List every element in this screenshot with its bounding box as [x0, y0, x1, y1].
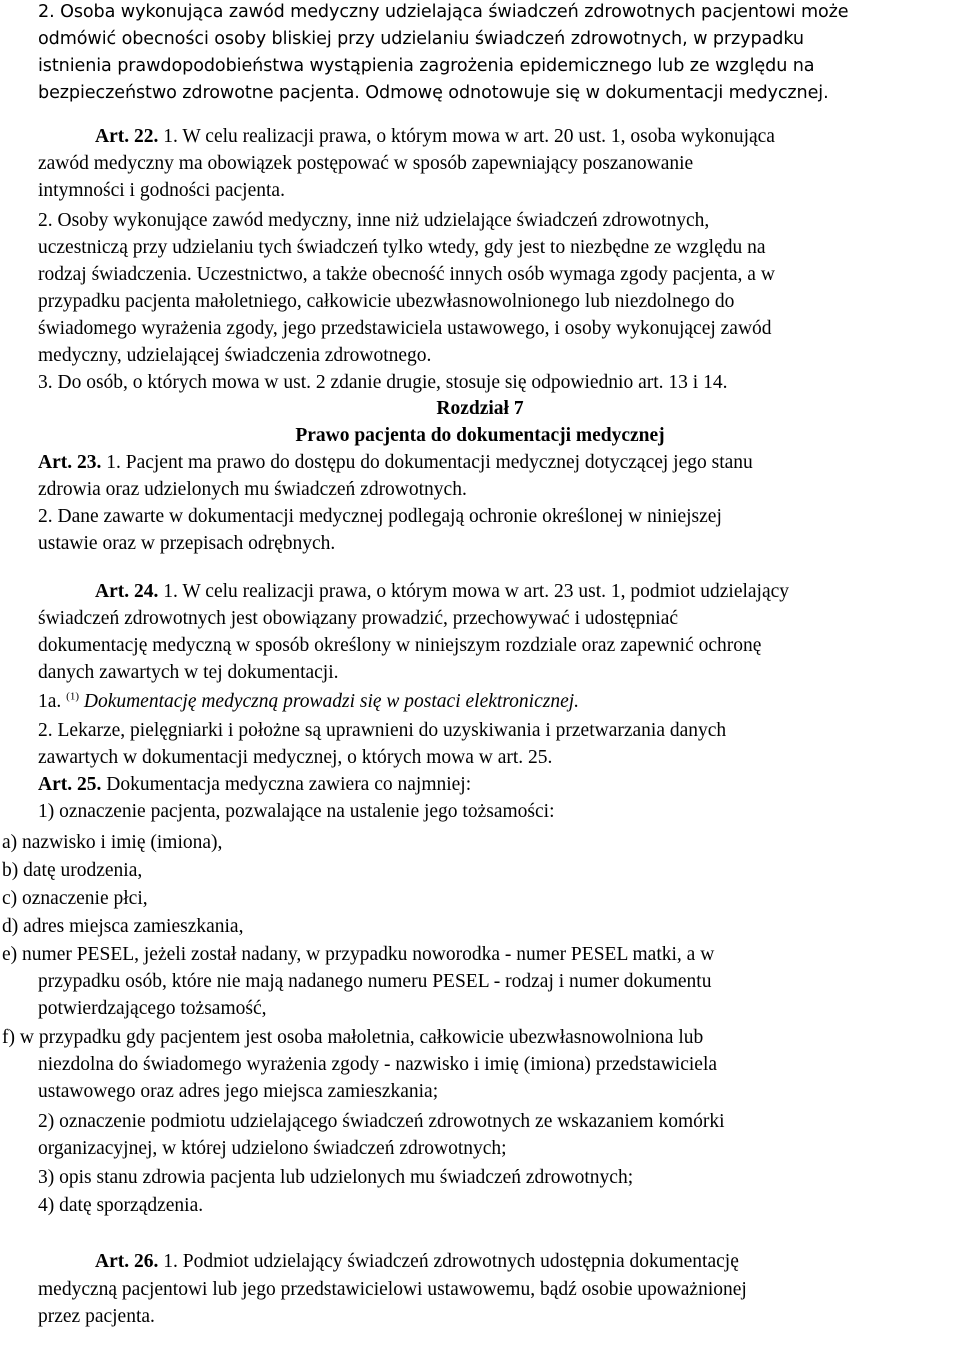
text-span: 1. W celu realizacji prawa, o którym mowa w art. 20 ust. 1, osoba wykonująca	[158, 126, 775, 147]
list-item: a) nazwisko i imię (imiona),	[2, 832, 223, 853]
text-line: medyczną pacjentowi lub jego przedstawicielowi ustawowemu, bądź osobie upoważnionej	[38, 1279, 747, 1300]
list-item: f) w przypadku gdy pacjentem jest osoba małoletnia, całkowicie ubezwłasnowolniona lub	[2, 1027, 704, 1048]
text-line: zawód medyczny ma obowiązek postępować w sposób zapewniający poszanowanie	[38, 153, 694, 174]
article-23-paragraph-1	[38, 449, 753, 476]
text-line: 2. Osoby wykonujące zawód medyczny, inne niż udzielające świadczeń zdrowotnych,	[38, 210, 710, 231]
text-line: świadomego wyrażenia zgody, jego przedstawiciela ustawowego, i osoby wykonującej zawód	[38, 318, 772, 339]
text-span: 1. Podmiot udzielający świadczeń zdrowotnych udostępnia dokumentację	[158, 1251, 739, 1272]
article-24-paragraph-1a	[38, 688, 579, 715]
list-item: 2) oznaczenie podmiotu udzielającego świadczeń zdrowotnych ze wskazaniem komórki	[38, 1111, 725, 1132]
text-span: 1. Pacjent ma prawo do dostępu do dokumentacji medycznej dotyczącej jego stanu	[101, 452, 753, 473]
text-line: ustawowego oraz adres jego miejsca zamieszkania;	[38, 1081, 439, 1102]
list-item: d) adres miejsca zamieszkania,	[2, 916, 244, 937]
italic-text: Dokumentację medyczną prowadzi się w postaci elektronicznej.	[78, 691, 580, 712]
list-item: b) datę urodzenia,	[2, 860, 143, 881]
text-line: medyczny, udzielającej świadczenia zdrowotnego.	[38, 345, 432, 366]
list-item: c) oznaczenie płci,	[2, 888, 148, 909]
text-line: potwierdzającego tożsamość,	[38, 998, 267, 1019]
article-number: Art. 25.	[38, 774, 102, 795]
article-24-paragraph-1	[95, 578, 789, 605]
article-number: Art. 22.	[95, 126, 159, 147]
list-item: 1) oznaczenie pacjenta, pozwalające na ustalenie jego tożsamości:	[38, 801, 555, 822]
text-line: danych zawartych w tej dokumentacji.	[38, 662, 339, 683]
text-line: dokumentację medyczną w sposób określony w niniejszym rozdziale oraz zapewnić ochronę	[38, 635, 762, 656]
text-line: odmówić obecności osoby bliskiej przy udzielaniu świadczeń zdrowotnych, w przypadku	[38, 29, 804, 49]
article-26-paragraph-1	[95, 1248, 739, 1275]
text-line: zawartych w dokumentacji medycznej, o których mowa w art. 25.	[38, 747, 553, 768]
text-line: organizacyjnej, w której udzielono świadczeń zdrowotnych;	[38, 1138, 507, 1159]
chapter-title: Prawo pacjenta do dokumentacji medycznej	[295, 425, 665, 446]
text-span: Dokumentacja medyczna zawiera co najmniej:	[101, 774, 472, 795]
text-line: rodzaj świadczenia. Uczestnictwo, a także obecność innych osób wymaga zgody pacjenta, a w	[38, 264, 775, 285]
paragraph-number: 1a.	[38, 691, 67, 712]
list-item: 4) datę sporządzenia.	[38, 1195, 204, 1216]
text-line: bezpieczeństwo zdrowotne pacjenta. Odmowę odnotowuje się w dokumentacji medycznej.	[38, 83, 829, 103]
article-number: Art. 24.	[95, 581, 159, 602]
chapter-number: Rozdział 7	[436, 398, 524, 419]
article-number: Art. 26.	[95, 1251, 159, 1272]
footnote-marker: (1)	[66, 690, 79, 703]
text-line: świadczeń zdrowotnych jest obowiązany prowadzić, przechowywać i udostępniać	[38, 608, 679, 629]
list-item: 3) opis stanu zdrowia pacjenta lub udzielonych mu świadczeń zdrowotnych;	[38, 1167, 634, 1188]
text-line: ustawie oraz w przepisach odrębnych.	[38, 533, 336, 554]
article-22-paragraph-1	[95, 123, 775, 150]
text-line: istnienia prawdopodobieństwa wystąpienia zagrożenia epidemicznego lub ze względu na	[38, 56, 815, 76]
text-span: 1. W celu realizacji prawa, o którym mowa w art. 23 ust. 1, podmiot udzielający	[158, 581, 790, 602]
text-line: intymności i godności pacjenta.	[38, 180, 285, 201]
text-line: przypadku osób, które nie mają nadanego numeru PESEL - rodzaj i numer dokumentu	[38, 971, 712, 992]
text-line: 2. Osoba wykonująca zawód medyczny udzielająca świadczeń zdrowotnych pacjentowi może	[38, 2, 849, 22]
text-line: zdrowia oraz udzielonych mu świadczeń zdrowotnych.	[38, 479, 467, 500]
text-line: uczestniczą przy udzielaniu tych świadczeń tylko wtedy, gdy jest to niezbędne ze względu na	[38, 237, 766, 258]
article-number: Art. 23.	[38, 452, 102, 473]
text-line: przez pacjenta.	[38, 1306, 155, 1327]
text-line: przypadku pacjenta małoletniego, całkowicie ubezwłasnowolnionego lub niezdolnego do	[38, 291, 735, 312]
text-line: niezdolna do świadomego wyrażenia zgody - nazwisko i imię (imiona) przedstawiciela	[38, 1054, 718, 1075]
list-item: e) numer PESEL, jeżeli został nadany, w przypadku noworodka - numer PESEL matki, a w	[2, 944, 715, 965]
article-25-intro	[38, 771, 471, 798]
text-line: 3. Do osób, o których mowa w ust. 2 zdanie drugie, stosuje się odpowiednio art. 13 i 14.	[38, 372, 728, 393]
text-line: 2. Lekarze, pielęgniarki i położne są uprawnieni do uzyskiwania i przetwarzania danych	[38, 720, 727, 741]
text-line: 2. Dane zawarte w dokumentacji medycznej podlegają ochronie określonej w niniejszej	[38, 506, 722, 527]
